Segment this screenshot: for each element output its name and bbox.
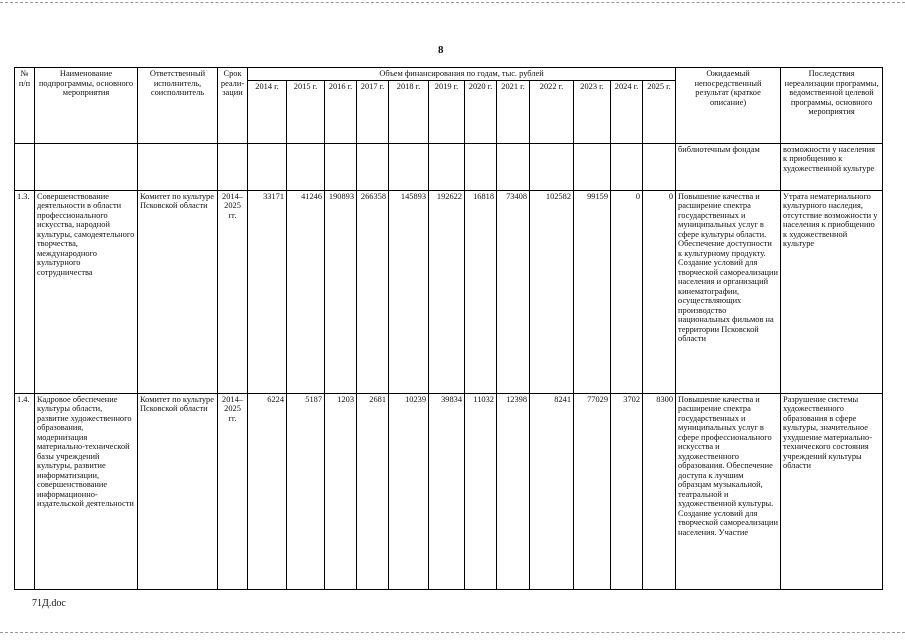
row-value: 145893	[389, 190, 429, 393]
header-row	[15, 68, 883, 81]
row-value: 266358	[357, 190, 389, 393]
row-value: 2681	[357, 393, 389, 589]
header-result: Ожидаемый непосредственный результат (краткое описание)	[676, 68, 781, 144]
row-num: 1.4.	[15, 393, 35, 589]
page-number: 8	[438, 44, 444, 56]
document-filename: 71Д.doc	[32, 598, 66, 609]
row-value: 73408	[497, 190, 530, 393]
continuation-consequences: возможности у населения к приобщению к художественной культуре	[781, 143, 883, 190]
row-name: Совершенствование деятельности в области профессионального искусства, народной культуры, самодеятельного творчества, международного культурного сотрудничества	[35, 190, 138, 393]
row-result: Повышение качества и расширение спектра государственных и муниципальных услуг в сфере профессионального искусства и художественного образования. Обеспечение доступа к лучшим образцам музыкальной, театральной и художественной культуры. Создание условий для творческой самореализации населения. Участие	[676, 393, 781, 589]
row-value: 102582	[530, 190, 574, 393]
continuation-result: библиотечным фондам	[676, 143, 781, 190]
row-value: 11032	[465, 393, 497, 589]
funding-table	[14, 67, 883, 590]
row-value: 6224	[248, 393, 287, 589]
header-year: 2023 г.	[574, 80, 611, 143]
table-row	[15, 393, 883, 589]
header-consequences: Последствия нереализации программы, ведомственной целевой программы, основного мероприятия	[781, 68, 883, 144]
scan-edge-bottom	[0, 632, 905, 633]
row-name: Кадровое обеспечение культуры области, развитие художественного образования, модернизация материально-технической базы учреждений культуры, развитие информатизации, совершенствование информационно-издательской деятельности	[35, 393, 138, 589]
header-year: 2024 г.	[611, 80, 643, 143]
row-value: 33171	[248, 190, 287, 393]
row-value: 10239	[389, 393, 429, 589]
scan-edge-top	[0, 2, 905, 3]
table-row	[15, 190, 883, 393]
row-value: 39834	[429, 393, 465, 589]
header-year: 2019 г.	[429, 80, 465, 143]
header-year: 2022 г.	[530, 80, 574, 143]
row-value: 3702	[611, 393, 643, 589]
header-year: 2020 г.	[465, 80, 497, 143]
row-term: 2014–2025 гг.	[218, 190, 248, 393]
row-value: 5187	[287, 393, 325, 589]
row-value: 0	[611, 190, 643, 393]
header-year: 2025 г.	[643, 80, 676, 143]
row-value: 41246	[287, 190, 325, 393]
row-consequences: Утрата нематериального культурного наследия, отсутствие возможности у населения к приобщению к художественной культуре	[781, 190, 883, 393]
row-value: 0	[643, 190, 676, 393]
header-executor: Ответственный исполнитель, соисполнитель	[138, 68, 218, 144]
header-year: 2017 г.	[357, 80, 389, 143]
row-value: 77029	[574, 393, 611, 589]
row-consequences: Разрушение системы художественного образования в сфере культуры, значительное ухудшение материально-технического состояния учреждений культуры области	[781, 393, 883, 589]
row-value: 99159	[574, 190, 611, 393]
row-value: 1203	[325, 393, 357, 589]
row-term: 2014–2025 гг.	[218, 393, 248, 589]
row-value: 8241	[530, 393, 574, 589]
row-value: 16818	[465, 190, 497, 393]
header-name: Наименование подпрограммы, основного мероприятия	[35, 68, 138, 144]
row-executor: Комитет по культуре Псковской области	[138, 190, 218, 393]
row-num: 1.3.	[15, 190, 35, 393]
row-executor: Комитет по культуре Псковской области	[138, 393, 218, 589]
row-value: 192622	[429, 190, 465, 393]
header-term: Срок реали-зации	[218, 68, 248, 144]
row-value: 12398	[497, 393, 530, 589]
header-year: 2018 г.	[389, 80, 429, 143]
header-year: 2016 г.	[325, 80, 357, 143]
header-year: 2014 г.	[248, 80, 287, 143]
row-value: 8300	[643, 393, 676, 589]
header-funding: Объем финансирования по годам, тыс. рублей	[248, 68, 676, 81]
row-result: Повышение качества и расширение спектра государственных и муниципальных услуг в сфере культуры области. Обеспечение доступности к культурному продукту. Создание условий для творческой самореализации населения и организаций кинематографии, осуществляющих производство национальных фильмов на территории Псковской области	[676, 190, 781, 393]
header-year: 2015 г.	[287, 80, 325, 143]
continuation-row	[15, 143, 883, 190]
header-year: 2021 г.	[497, 80, 530, 143]
header-num: № п/п	[15, 68, 35, 144]
row-value: 190893	[325, 190, 357, 393]
